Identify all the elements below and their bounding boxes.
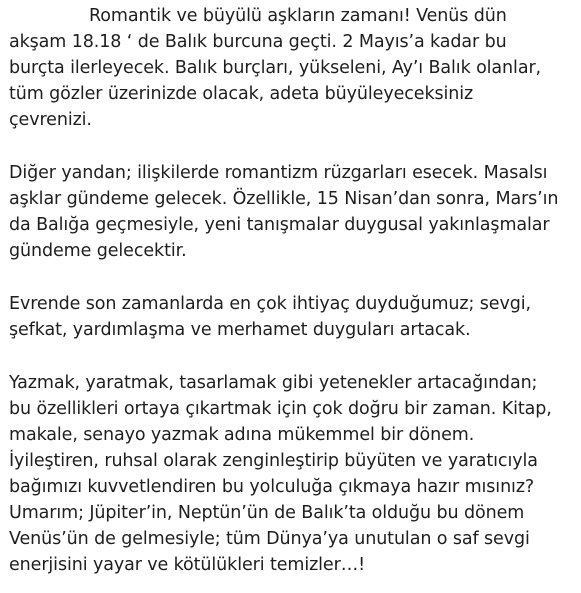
text-line: tüm gözler üzerinizde olacak, adeta büyüleyeceksiniz bbox=[9, 84, 474, 104]
text-line: Romantik ve büyülü aşkların zamanı! Venüs dün bbox=[89, 6, 507, 26]
paragraph-romance-winds bbox=[9, 160, 558, 264]
text-line: makale, senayo yazmak adına mükemmel bir dönem. bbox=[9, 425, 475, 445]
text-line: bu özellikleri ortaya çıkartmak için çok doğru bir zaman. Kitap, bbox=[9, 399, 552, 419]
text-line: Diğer yandan; ilişkilerde romantizm rüzgarları esecek. Masalsı bbox=[9, 163, 548, 183]
text-line: Yazmak, yaratmak, tasarlamak gibi yetenekler artacağından; bbox=[9, 373, 538, 393]
text-line: da Balığa geçmesiyle, yeni tanışmalar duygusal yakınlaşmalar bbox=[9, 215, 550, 235]
paragraph-venus-in-pisces bbox=[9, 3, 541, 133]
text-line: bağımızı kuvvetlendiren bu yolculuğa çıkmaya hazır mısınız? bbox=[9, 477, 535, 497]
paragraph-love-compassion bbox=[9, 291, 531, 343]
text-line: Evrende son zamanlarda en çok ihtiyaç duyduğumuz; sevgi, bbox=[9, 294, 531, 314]
text-line: Venüs’ün de gelmesiyle; tüm Dünya’ya unutulan o saf sevgi bbox=[9, 529, 530, 549]
text-line: Umarım; Jüpiter’in, Neptün’ün de Balık’ta olduğu bu dönem bbox=[9, 503, 525, 523]
text-line: burçta ilerleyecek. Balık burçları, yükseleni, Ay’ı Balık olanlar, bbox=[9, 58, 541, 78]
text-line: akşam 18.18 ‘ de Balık burcuna geçti. 2 Mayıs’a kadar bu bbox=[9, 32, 507, 52]
text-line: enerjisini yayar ve kötülükleri temizler…! bbox=[9, 555, 366, 575]
text-line: aşklar gündeme gelecek. Özellikle, 15 Nisan’dan sonra, Mars’ın bbox=[9, 189, 559, 209]
text-line: İyileştiren, ruhsal olarak zenginleştirip büyüten ve yaratıcıyla bbox=[9, 451, 538, 471]
text-line: gündeme gelecektir. bbox=[9, 241, 187, 261]
text-line: çevrenizi. bbox=[9, 110, 92, 130]
paragraph-creativity bbox=[9, 370, 552, 578]
text-line: şefkat, yardımlaşma ve merhamet duyguları artacak. bbox=[9, 320, 471, 340]
